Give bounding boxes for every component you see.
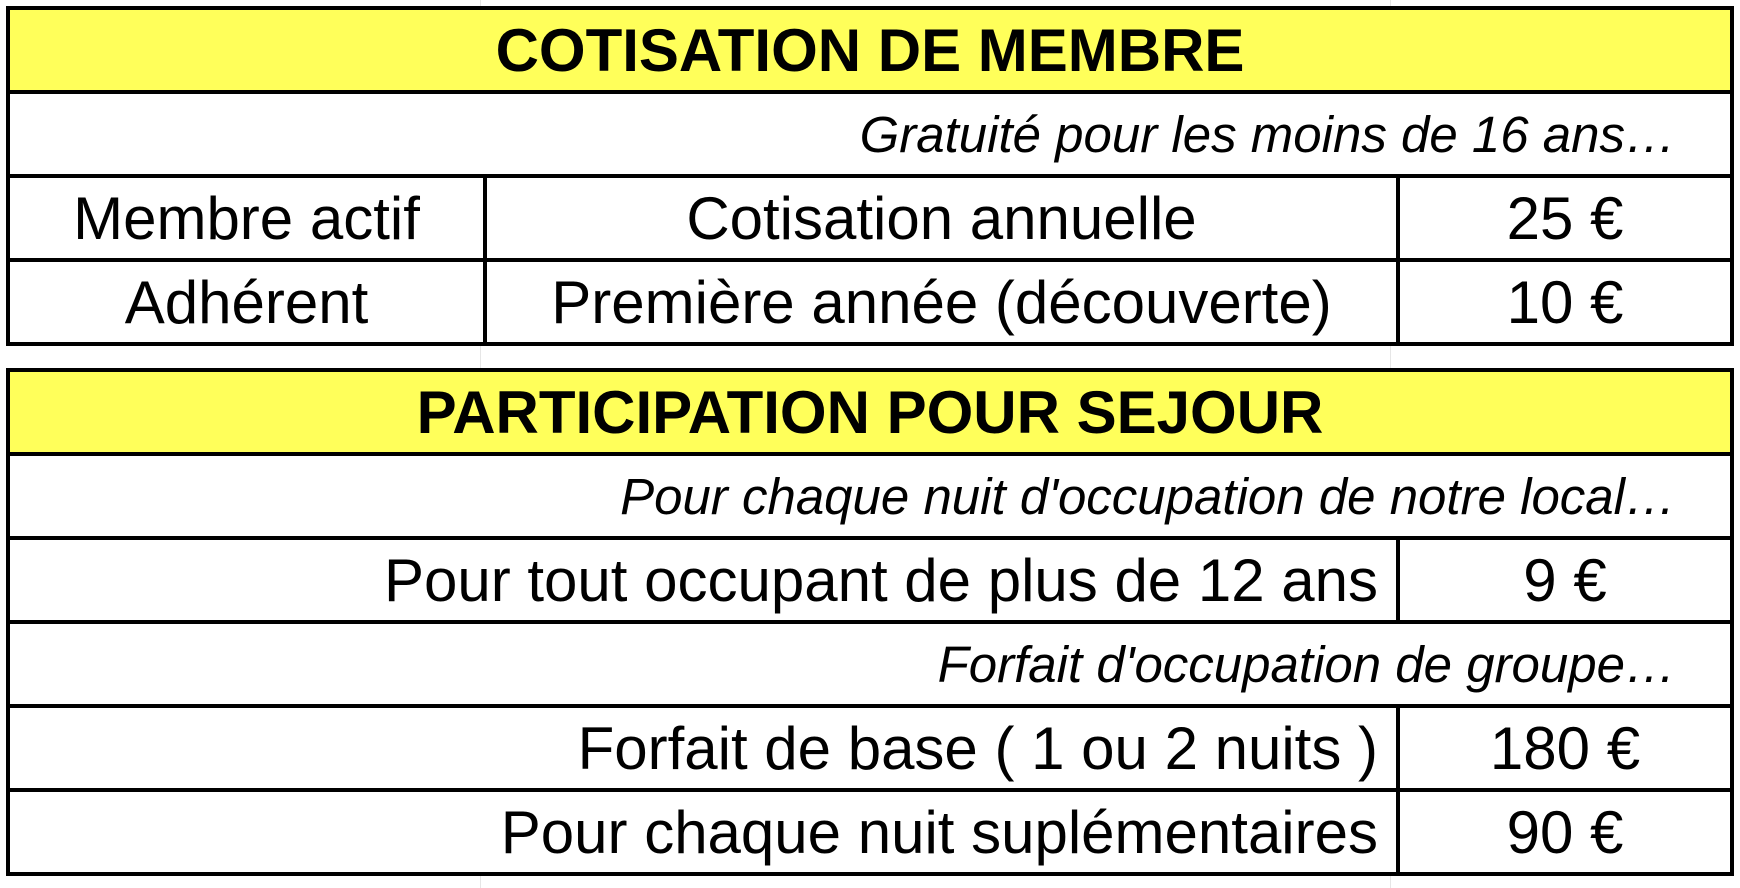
membership-fee-table bbox=[6, 6, 1734, 346]
member-price-cell: 25 € bbox=[1398, 176, 1732, 260]
group-note: Forfait d'occupation de groupe… bbox=[8, 622, 1732, 706]
stay-description-cell: Forfait de base ( 1 ou 2 nuits ) bbox=[8, 706, 1398, 790]
membership-note: Gratuité pour les moins de 16 ans… bbox=[8, 92, 1732, 176]
note-row bbox=[8, 622, 1732, 706]
stay-title: PARTICIPATION POUR SEJOUR bbox=[8, 370, 1732, 454]
note-row bbox=[8, 92, 1732, 176]
stay-price-cell: 90 € bbox=[1398, 790, 1732, 874]
membership-title: COTISATION DE MEMBRE bbox=[8, 8, 1732, 92]
stay-price-cell: 180 € bbox=[1398, 706, 1732, 790]
table-row bbox=[8, 260, 1732, 344]
stay-fee-table bbox=[6, 368, 1734, 876]
stay-price-cell: 9 € bbox=[1398, 538, 1732, 622]
table-row bbox=[8, 538, 1732, 622]
member-category-cell: Membre actif bbox=[8, 176, 485, 260]
table-row bbox=[8, 706, 1732, 790]
stay-description-cell: Pour chaque nuit suplémentaires bbox=[8, 790, 1398, 874]
table-header-row bbox=[8, 8, 1732, 92]
member-description-cell: Première année (découverte) bbox=[485, 260, 1398, 344]
table-row bbox=[8, 790, 1732, 874]
note-row bbox=[8, 454, 1732, 538]
member-description-cell: Cotisation annuelle bbox=[485, 176, 1398, 260]
table-header-row bbox=[8, 370, 1732, 454]
member-category-cell: Adhérent bbox=[8, 260, 485, 344]
member-price-cell: 10 € bbox=[1398, 260, 1732, 344]
night-note: Pour chaque nuit d'occupation de notre local… bbox=[8, 454, 1732, 538]
stay-description-cell: Pour tout occupant de plus de 12 ans bbox=[8, 538, 1398, 622]
table-row bbox=[8, 176, 1732, 260]
